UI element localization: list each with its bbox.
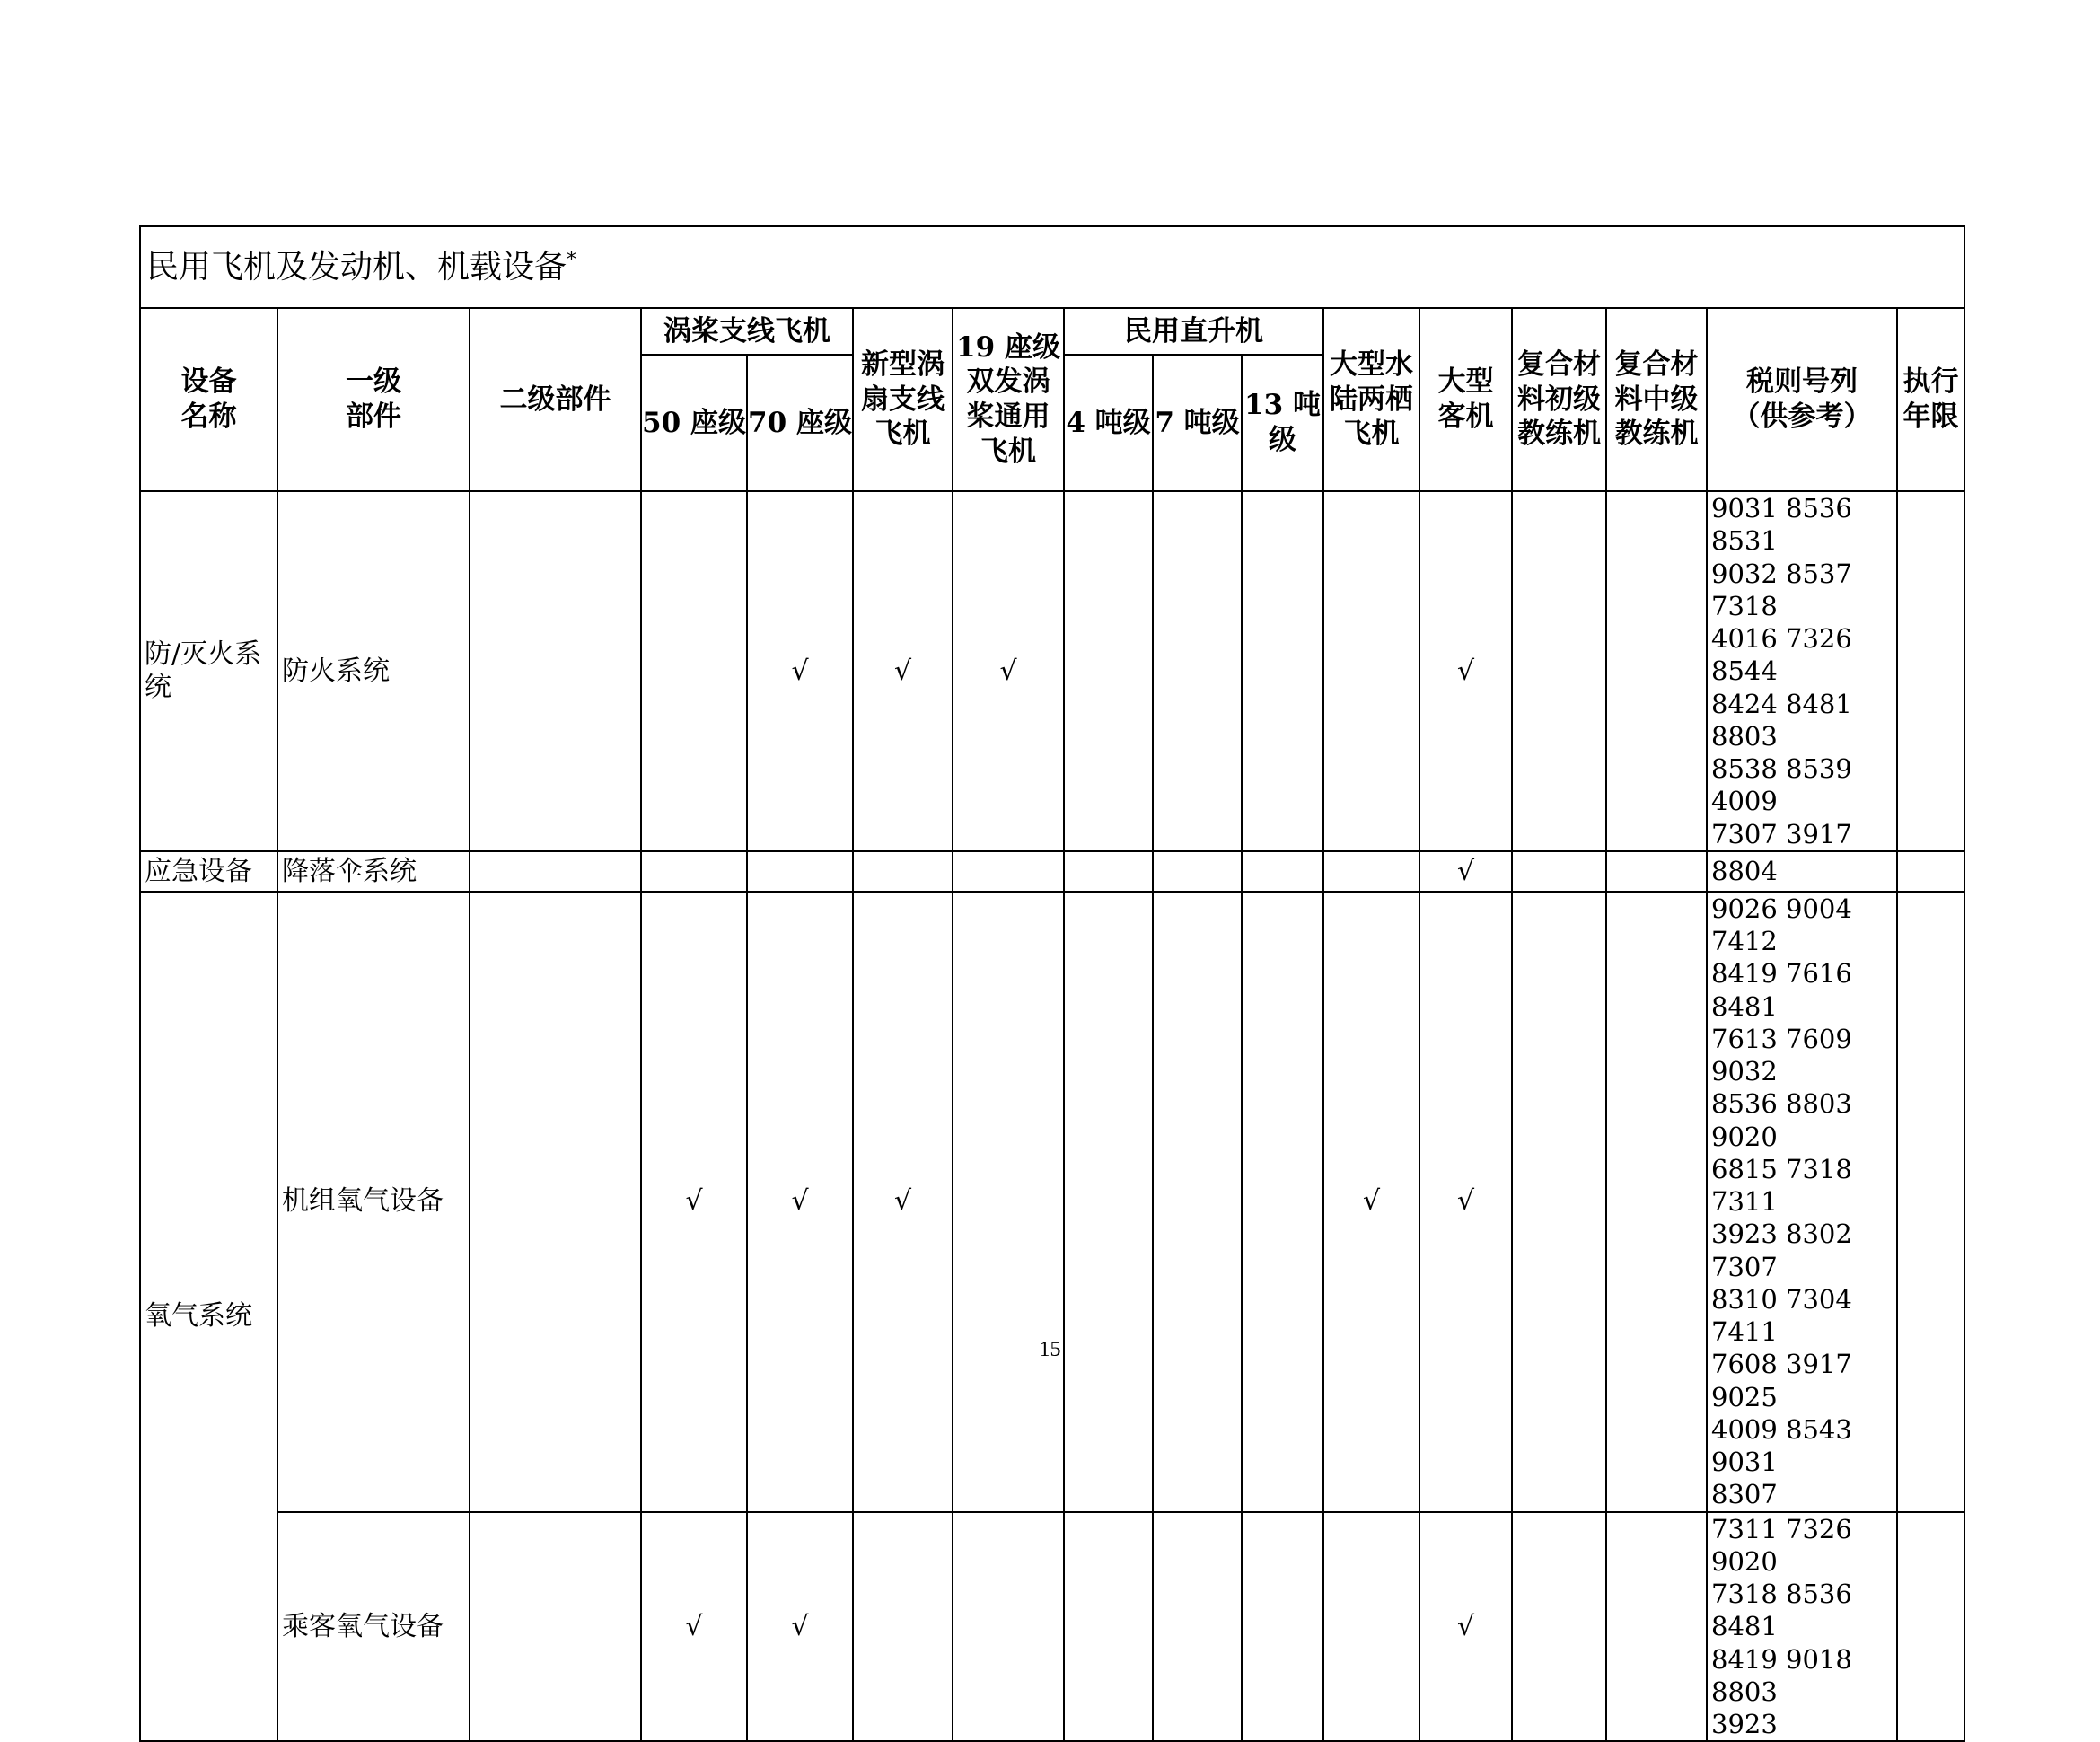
device-name-cell: 防/灭火系统 — [140, 491, 277, 851]
check-cell — [1606, 1512, 1707, 1742]
check-cell — [1323, 851, 1419, 892]
check-cell — [1323, 491, 1419, 851]
header-70-seat: 70 座级 — [747, 355, 853, 491]
check-cell: √ — [853, 892, 953, 1512]
check-cell — [1512, 1512, 1606, 1742]
check-cell — [1606, 851, 1707, 892]
level2-part-cell — [470, 1512, 641, 1742]
device-name-cell: 应急设备 — [140, 851, 277, 892]
check-cell — [1064, 851, 1153, 892]
check-cell: √ — [1419, 892, 1512, 1512]
header-airliner: 大型 客机 — [1419, 308, 1512, 491]
header-level1-part: 一级 部件 — [277, 308, 470, 491]
check-cell: √ — [1419, 491, 1512, 851]
header-50-seat: 50 座级 — [641, 355, 747, 491]
check-cell — [1242, 851, 1323, 892]
tariff-cell: 9026 9004 7412 8419 7616 8481 7613 7609 9032 8536 8803 9020 6815 7318 7311 3923 8302 7307 8310 7304 7411 7608 3917 9025 4009 8543 9031 8307 — [1707, 892, 1897, 1512]
header-trainer-intermediate: 复合材 料中级 教练机 — [1606, 308, 1707, 491]
level1-part-cell: 机组氧气设备 — [277, 892, 470, 1512]
check-cell — [747, 851, 853, 892]
check-cell — [953, 1512, 1064, 1742]
years-cell — [1897, 1512, 1964, 1742]
check-cell — [641, 491, 747, 851]
check-cell — [1153, 892, 1242, 1512]
check-cell — [1323, 1512, 1419, 1742]
header-13-ton: 13 吨 级 — [1242, 355, 1323, 491]
check-cell — [1064, 892, 1153, 1512]
check-cell — [1512, 491, 1606, 851]
check-cell: √ — [1323, 892, 1419, 1512]
level2-part-cell — [470, 851, 641, 892]
level1-part-cell: 防火系统 — [277, 491, 470, 851]
check-cell — [1242, 892, 1323, 1512]
header-turbofan-regional: 新型涡 扇支线 飞机 — [853, 308, 953, 491]
header-helicopter-group: 民用直升机 — [1064, 308, 1323, 355]
check-cell: √ — [747, 1512, 853, 1742]
check-cell: √ — [1419, 1512, 1512, 1742]
check-cell: √ — [853, 491, 953, 851]
check-cell — [853, 851, 953, 892]
table-row — [140, 1512, 1964, 1742]
equipment-table — [139, 225, 1965, 1742]
years-cell — [1897, 892, 1964, 1512]
check-cell — [853, 1512, 953, 1742]
check-cell — [1153, 491, 1242, 851]
header-years: 执行 年限 — [1897, 308, 1964, 491]
check-cell — [953, 892, 1064, 1512]
check-cell — [641, 851, 747, 892]
level1-part-cell: 降落伞系统 — [277, 851, 470, 892]
check-cell: √ — [641, 1512, 747, 1742]
tariff-cell: 9031 8536 8531 9032 8537 7318 4016 7326 8544 8424 8481 8803 8538 8539 4009 7307 3917 — [1707, 491, 1897, 851]
header-device-name: 设备 名称 — [140, 308, 277, 491]
table-title-cell — [140, 226, 1964, 308]
device-name-cell: 氧气系统 — [140, 892, 277, 1742]
check-cell — [1153, 1512, 1242, 1742]
check-cell: √ — [953, 491, 1064, 851]
header-19-seat: 19 座级 双发涡 桨通用 飞机 — [953, 308, 1064, 491]
check-cell — [1153, 851, 1242, 892]
tariff-cell: 8804 — [1707, 851, 1897, 892]
check-cell — [1512, 892, 1606, 1512]
level2-part-cell — [470, 892, 641, 1512]
check-cell — [1606, 892, 1707, 1512]
header-4-ton: 4 吨级 — [1064, 355, 1153, 491]
check-cell: √ — [641, 892, 747, 1512]
check-cell — [1512, 851, 1606, 892]
table-row — [140, 892, 1964, 1512]
check-cell — [1606, 491, 1707, 851]
check-cell: √ — [747, 892, 853, 1512]
years-cell — [1897, 851, 1964, 892]
header-level2-part: 二级部件 — [470, 308, 641, 491]
header-amphibian: 大型水 陆两栖 飞机 — [1323, 308, 1419, 491]
check-cell — [1242, 491, 1323, 851]
check-cell — [953, 851, 1064, 892]
table-title: 民用飞机及发动机、机载设备 — [146, 249, 567, 286]
check-cell — [1242, 1512, 1323, 1742]
level2-part-cell — [470, 491, 641, 851]
table-row — [140, 851, 1964, 892]
header-tariff: 税则号列 （供参考） — [1707, 308, 1897, 491]
check-cell: √ — [747, 491, 853, 851]
header-7-ton: 7 吨级 — [1153, 355, 1242, 491]
check-cell — [1064, 491, 1153, 851]
header-trainer-primary: 复合材 料初级 教练机 — [1512, 308, 1606, 491]
check-cell — [1064, 1512, 1153, 1742]
years-cell — [1897, 491, 1964, 851]
title-asterisk: * — [567, 249, 577, 271]
check-cell: √ — [1419, 851, 1512, 892]
tariff-cell: 7311 7326 9020 7318 8536 8481 8419 9018 8803 3923 — [1707, 1512, 1897, 1742]
level1-part-cell: 乘客氧气设备 — [277, 1512, 470, 1742]
table-row — [140, 491, 1964, 851]
header-turboprop-group: 涡桨支线飞机 — [641, 308, 853, 355]
page-number: 15 — [1039, 1338, 1061, 1361]
